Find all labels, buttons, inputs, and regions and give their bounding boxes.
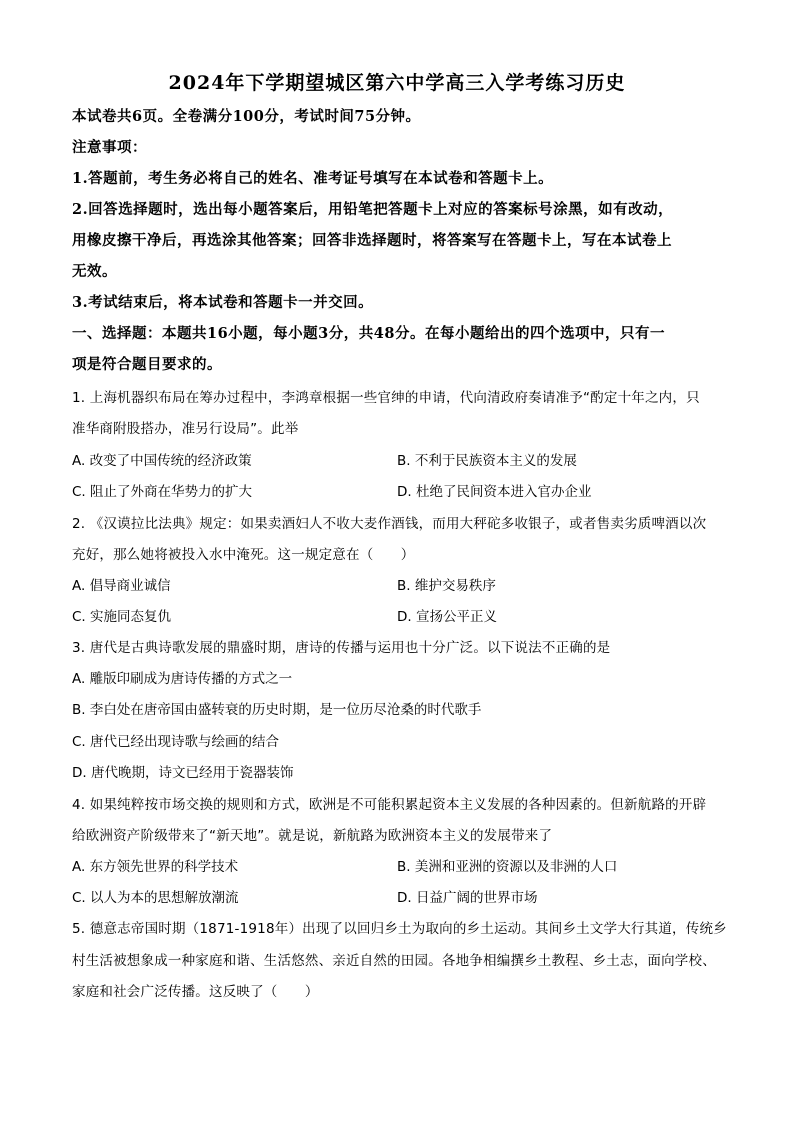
instruction-item-2-line-1: 2.回答选择题时，选出每小题答案后，用铅笔把答题卡上对应的答案标号涂黑，如有改动，: [72, 201, 674, 218]
question-3-option-c: C. 唐代已经出现诗歌与绘画的结合: [72, 734, 280, 750]
question-1-line-2: 准华商附股搭办，准另行设局”。此举: [72, 421, 299, 437]
instruction-item-2-line-3: 无效。: [72, 263, 117, 280]
question-2-line-1: 2. 《汉谟拉比法典》规定：如果卖酒妇人不收大麦作酒钱，而用大秤砣多收银子，或者售卖劣质啤酒以次: [72, 516, 707, 532]
exam-summary: 本试卷共6页。全卷满分100分，考试时间75分钟。: [72, 108, 421, 125]
question-3-option-a: A. 雕版印刷成为唐诗传播的方式之一: [72, 671, 293, 687]
section-heading-line-1: 一、选择题：本题共16小题，每小题3分，共48分。在每小题给出的四个选项中，只有一: [72, 325, 665, 342]
instruction-item-3: 3.考试结束后，将本试卷和答题卡一并交回。: [72, 294, 374, 311]
question-4-line-2: 给欧洲资产阶级带来了“新天地”。就是说，新航路为欧洲资本主义的发展带来了: [72, 828, 553, 844]
question-4-option-d: D. 日益广阔的世界市场: [397, 890, 538, 906]
page-title: 2024年下学期望城区第六中学高三入学考练习历史: [168, 72, 626, 94]
question-2-option-d: D. 宣扬公平正义: [397, 609, 497, 625]
question-5-line-3: 家庭和社会广泛传播。这反映了（ ）: [72, 984, 319, 1000]
instruction-item-2-line-2: 用橡皮擦干净后，再选涂其他答案；回答非选择题时，将答案写在答题卡上，写在本试卷上: [72, 232, 672, 249]
question-1-line-1: 1. 上海机器织布局在筹办过程中，李鸿章根据一些官绅的申请，代向清政府奏请准予“酌定十年之内，只: [72, 390, 700, 406]
question-4-option-a: A. 东方领先世界的科学技术: [72, 859, 239, 875]
question-2-option-b: B. 维护交易秩序: [397, 578, 496, 594]
question-3-option-b: B. 李白处在唐帝国由盛转衰的历史时期，是一位历尽沧桑的时代歌手: [72, 702, 482, 718]
question-2-line-2: 充好，那么她将被投入水中淹死。这一规定意在（ ）: [72, 547, 415, 563]
question-5-line-1: 5. 德意志帝国时期（1871-1918年）出现了以回归乡土为取向的乡土运动。其间乡土文学大行其道，传统乡: [72, 921, 727, 937]
instruction-item-1: 1.答题前，考生务必将自己的姓名、准考证号填写在本试卷和答题卡上。: [72, 170, 554, 187]
question-4-option-b: B. 美洲和亚洲的资源以及非洲的人口: [397, 859, 618, 875]
question-3-line-1: 3. 唐代是古典诗歌发展的鼎盛时期，唐诗的传播与运用也十分广泛。以下说法不正确的是: [72, 640, 611, 656]
question-1-option-a: A. 改变了中国传统的经济政策: [72, 453, 252, 469]
question-2-option-c: C. 实施同态复仇: [72, 609, 172, 625]
question-4-option-c: C. 以人为本的思想解放潮流: [72, 890, 239, 906]
question-2-option-a: A. 倡导商业诚信: [72, 578, 171, 594]
question-1-option-c: C. 阻止了外商在华势力的扩大: [72, 484, 253, 500]
question-1-option-b: B. 不利于民族资本主义的发展: [397, 453, 577, 469]
instructions-heading: 注意事项：: [72, 139, 147, 156]
question-5-line-2: 村生活被想象成一种家庭和谐、生活悠然、亲近自然的田园。各地争相编撰乡土教程、乡土志，面向学校、: [72, 953, 716, 969]
question-1-option-d: D. 杜绝了民间资本进入官办企业: [397, 484, 592, 500]
question-4-line-1: 4. 如果纯粹按市场交换的规则和方式，欧洲是不可能积累起资本主义发展的各种因素的。但新航路的开辟: [72, 797, 707, 813]
section-heading-line-2: 项是符合题目要求的。: [72, 356, 222, 373]
question-3-option-d: D. 唐代晚期，诗文已经用于瓷器装饰: [72, 765, 294, 781]
